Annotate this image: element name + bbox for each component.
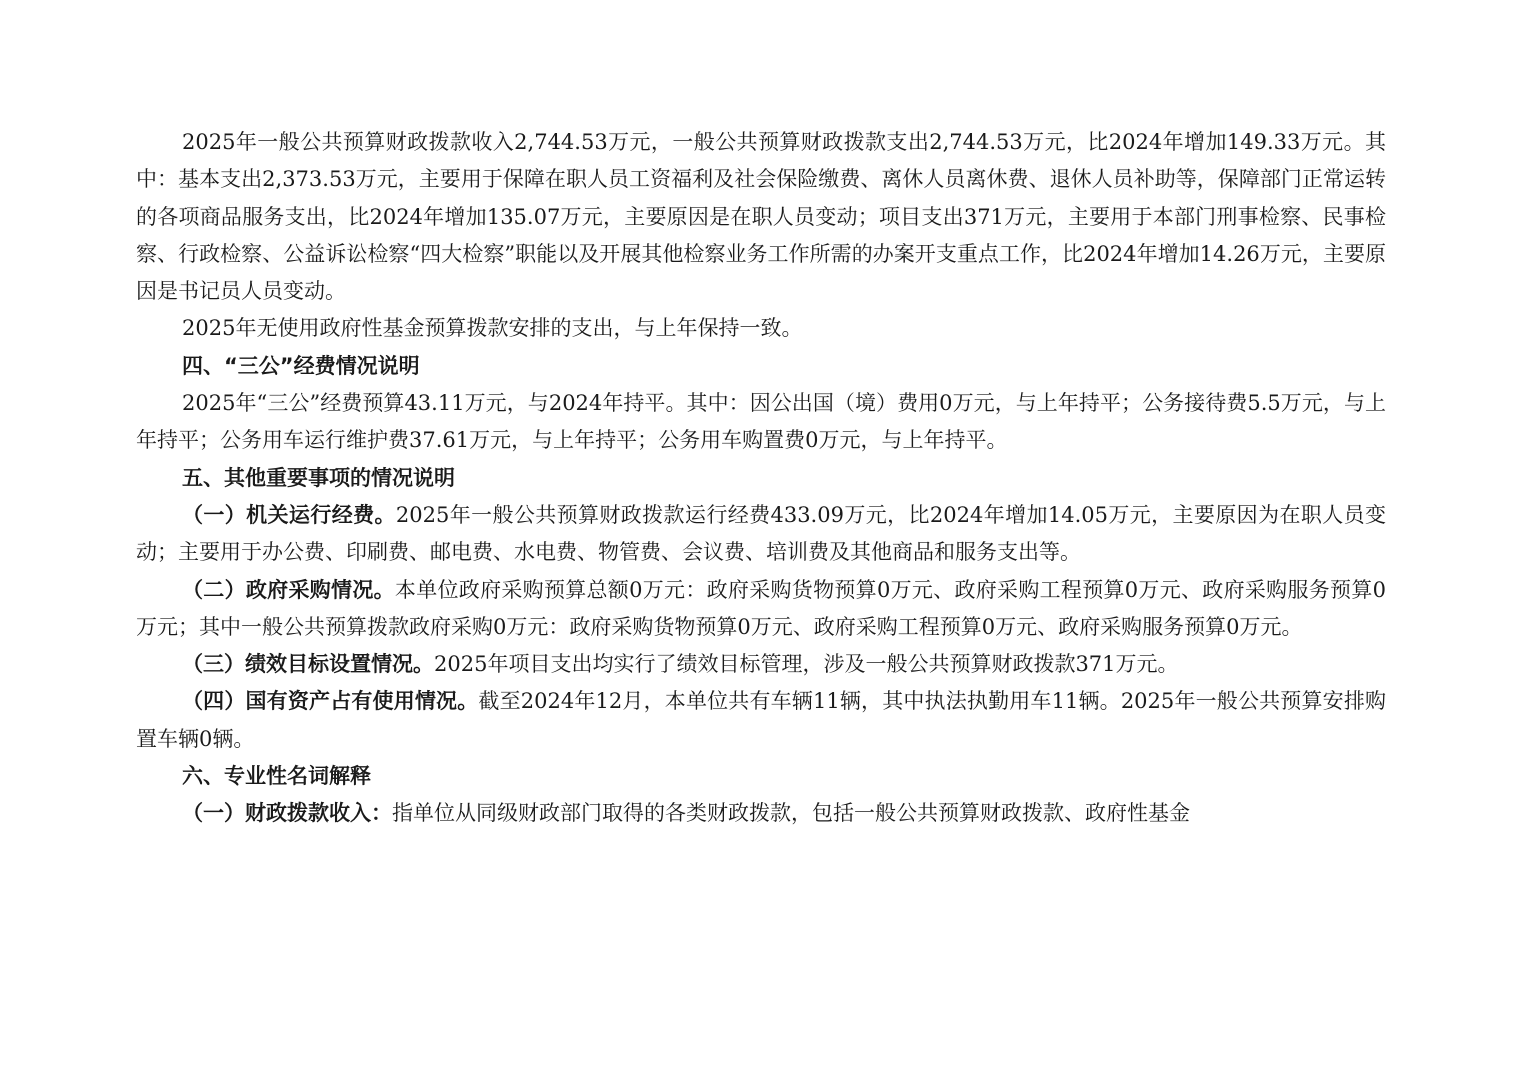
item-lead: （四）国有资产占有使用情况。	[182, 689, 479, 714]
item-text: 本单位政府采购预算总额0万元：政府采购货物预算0万元、政府采购工程预算0万元、政府采购服务预算0万元；其中一般公共预算拨款政府采购0万元：政府采购货物预算0万元、政府采购工程预算0万元、政府采购服务预算0万元。	[136, 577, 1386, 639]
agency-operating-cost-paragraph	[136, 497, 1386, 572]
item-lead: （二）政府采购情况。	[182, 577, 395, 602]
three-public-paragraph: 2025年“三公”经费预算43.11万元，与2024年持平。其中：因公出国（境）费用0万元，与上年持平；公务接待费5.5万元，与上年持平；公务用车运行维护费37.61万元，与上年持平；公务用车购置费0万元，与上年持平。	[136, 391, 1386, 453]
item-lead: （三）绩效目标设置情况。	[182, 652, 434, 677]
item-lead: （一）财政拨款收入：	[182, 801, 392, 826]
government-fund-paragraph: 2025年无使用政府性基金预算拨款安排的支出，与上年保持一致。	[182, 316, 803, 341]
item-text: 指单位从同级财政部门取得的各类财政拨款，包括一般公共预算财政拨款、政府性基金	[392, 801, 1190, 826]
section-heading-glossary: 六、专业性名词解释	[182, 764, 371, 789]
state-assets-paragraph	[136, 683, 1386, 758]
performance-target-paragraph	[136, 646, 1386, 683]
glossary-fiscal-appropriation-paragraph	[136, 795, 1386, 832]
item-text: 2025年一般公共预算财政拨款运行经费433.09万元，比2024年增加14.05万元，主要原因为在职人员变动；主要用于办公费、印刷费、邮电费、水电费、物管费、会议费、培训费及其他商品和服务支出等。	[136, 502, 1386, 565]
budget-appropriation-paragraph: 2025年一般公共预算财政拨款收入2,744.53万元，一般公共预算财政拨款支出2,744.53万元，比2024年增加149.33万元。其中：基本支出2,373.53万元，主要用于保障在职人员工资福利及社会保险缴费、离休人员离休费、退休人员补助等，保障部门正常运转的各项商品服务支出，比2024年增加135.07万元，主要原因是在职人员变动；项目支出371万元，主要用于本部门刑事检察、民事检察、行政检察、公益诉讼检察“四大检察”职能以及开展其他检察业务工作所需的办案开支重点工作，比2024年增加14.26万元，主要原因是书记员人员变动。	[136, 130, 1386, 304]
item-text: 2025年项目支出均实行了绩效目标管理，涉及一般公共预算财政拨款371万元。	[434, 652, 1179, 677]
item-lead: （一）机关运行经费。	[182, 502, 396, 527]
procurement-paragraph	[136, 572, 1386, 647]
item-text: 截至2024年12月，本单位共有车辆11辆，其中执法执勤用车11辆。2025年一般公共预算安排购置车辆0辆。	[136, 689, 1386, 751]
section-heading-other-matters: 五、其他重要事项的情况说明	[182, 465, 455, 490]
document-page	[136, 124, 1386, 833]
section-heading-three-public: 四、“三公”经费情况说明	[182, 353, 420, 378]
